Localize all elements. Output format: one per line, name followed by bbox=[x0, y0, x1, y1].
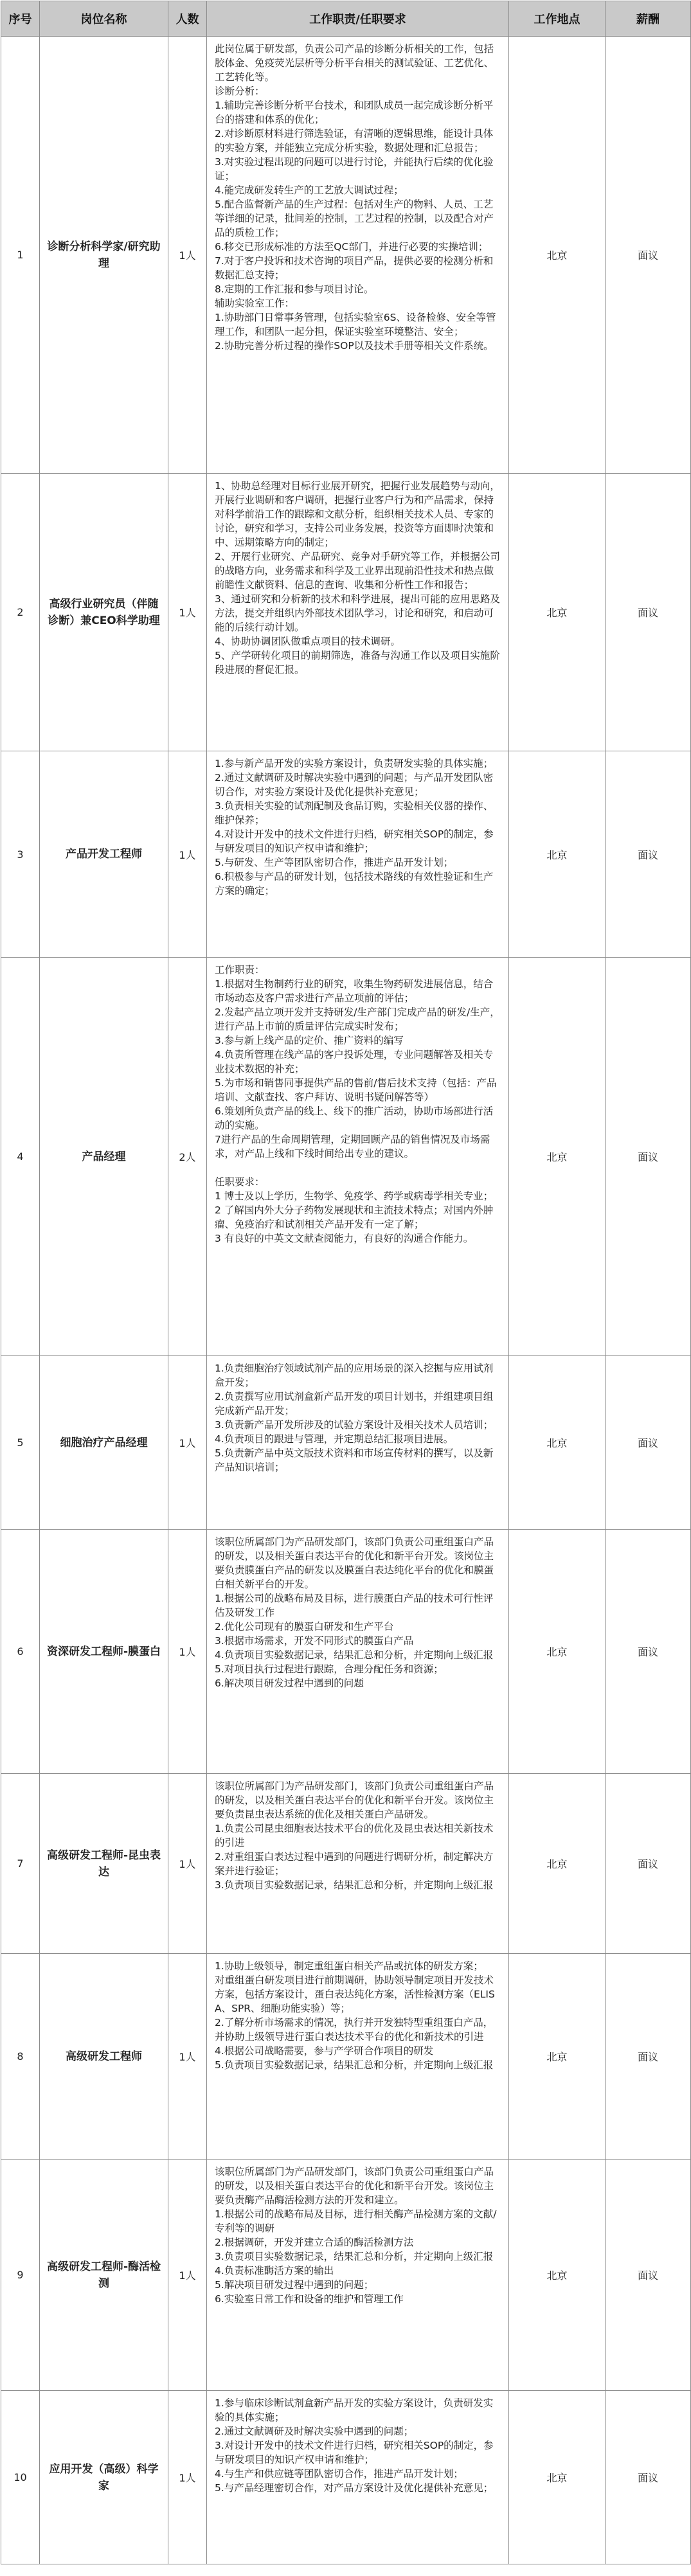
row-number: 9 bbox=[1, 2160, 40, 2391]
header-no: 序号 bbox=[1, 1, 40, 37]
job-table bbox=[1, 1, 691, 2564]
job-description: 1.参与临床诊断试剂盒新产品开发的实验方案设计，负责研发实验的具体实施； 2.通过文献调研及时解决实验中遇到的问题； 3.对设计开发中的技术文件进行归档，研究相关SOP的制定，参与研发项目的知识产权申请和维护； 4.与生产和供应链等团队密切合作，推进产品开发计划； 5.与产品经理密切合作，对产品方案设计及优化提供补充意见； bbox=[207, 2391, 509, 2564]
salary: 面议 bbox=[606, 958, 691, 1356]
headcount: 1人 bbox=[168, 1530, 207, 1774]
location: 北京 bbox=[509, 2391, 606, 2564]
table-row bbox=[1, 1954, 691, 2160]
headcount: 1人 bbox=[168, 1774, 207, 1954]
salary: 面议 bbox=[606, 37, 691, 474]
job-title: 资深研发工程师-膜蛋白 bbox=[40, 1530, 168, 1774]
header-salary: 薪酬 bbox=[606, 1, 691, 37]
location: 北京 bbox=[509, 1356, 606, 1530]
job-title: 高级研发工程师-酶活检测 bbox=[40, 2160, 168, 2391]
job-title: 细胞治疗产品经理 bbox=[40, 1356, 168, 1530]
row-number: 4 bbox=[1, 958, 40, 1356]
header-row bbox=[1, 1, 691, 37]
job-description: 1.负责细胞治疗领域试剂产品的应用场景的深入挖掘与应用试剂盒开发； 2.负责撰写应用试剂盒新产品开发的项目计划书，并组建项目组完成新产品开发； 3.负责新产品开发所涉及的试验方案设计及相关技术人员培训； 4.负责项目的跟进与管理，并定期总结汇报项目进展。 5.负责新产品中英文版技术资料和市场宣传材料的撰写，以及新产品知识培训； bbox=[207, 1356, 509, 1530]
job-description: 1.协助上级领导，制定重组蛋白相关产品或抗体的研发方案； 对重组蛋白研发项目进行前期调研，协助领导制定项目开发技术方案，包括方案设计，蛋白表达纯化方案，活性检测方案（ELISA、SPR、细胞功能实验）等； 2.了解分析市场需求的情况，执行并开发独特型重组蛋白产品，并协助上级领导进行蛋白表达技术平台的优化和新技术的引进 4.根据公司战略需要，参与产学研合作项目的研发 5.负责项目实验数据记录，结果汇总和分析，并定期向上级汇报 bbox=[207, 1954, 509, 2160]
headcount: 1人 bbox=[168, 1954, 207, 2160]
header-count: 人数 bbox=[168, 1, 207, 37]
job-description: 该职位所属部门为产品研发部门，该部门负责公司重组蛋白产品的研发，以及相关蛋白表达平台的优化和新平台开发。该岗位主要负责酶产品酶活检测方法的开发和建立。 1.根据公司的战略布局及目标，进行相关酶产品检测方案的文献/专利等的调研 2.根据调研，开发并建立合适的酶活检测方法 3.负责项目实验数据记录，结果汇总和分析，并定期向上级汇报 4.负责标准酶活方案的输出 5.解决项目研发过程中遇到的问题； 6.实验室日常工作和设备的维护和管理工作 bbox=[207, 2160, 509, 2391]
table-row bbox=[1, 751, 691, 958]
salary: 面议 bbox=[606, 2391, 691, 2564]
row-number: 10 bbox=[1, 2391, 40, 2564]
table-row bbox=[1, 37, 691, 474]
job-description: 1、协助总经理对目标行业展开研究，把握行业发展趋势与动向，开展行业调研和客户调研，把握行业客户行为和产品需求，保持对科学前沿工作的跟踪和文献分析，组织相关技术人员、专家的讨论，研究和学习，支持公司业务发展，投资等方面即时决策和中、远期策略方向的制定； 2、开展行业研究、产品研究、竞争对手研究等工作，并根据公司的战略方向，业务需求和科学及工业界出现前沿性技术和热点做前瞻性文献资料、信息的查询、收集和分析性工作和报告； 3、通过研究和分析新的技术和科学进展，提出可能的应用思路及方法，提交并组织内外部技术团队学习，讨论和研究，和启动可能的后续行动计划。 4、协助协调团队做重点项目的技术调研。 5、产学研转化项目的前期筛选，准备与沟通工作以及项目实施阶段进展的督促汇报。 bbox=[207, 474, 509, 751]
job-description: 1.参与新产品开发的实验方案设计，负责研发实验的具体实施； 2.通过文献调研及时解决实验中遇到的问题；与产品开发团队密切合作，对实验方案设计及优化提供补充意见； 3.负责相关实验的试剂配制及食品订购，实验相关仪器的操作、维护保养； 4.对设计开发中的技术文件进行归档，研究相关SOP的制定，参与研发项目的知识产权申请和维护； 5.与研发、生产等团队密切合作，推进产品开发计划； 6.积极参与产品的研发计划，包括技术路线的有效性验证和生产方案的确定； bbox=[207, 751, 509, 958]
table-row bbox=[1, 2391, 691, 2564]
job-title: 高级研发工程师 bbox=[40, 1954, 168, 2160]
headcount: 1人 bbox=[168, 751, 207, 958]
row-number: 1 bbox=[1, 37, 40, 474]
job-title: 产品开发工程师 bbox=[40, 751, 168, 958]
salary: 面议 bbox=[606, 1530, 691, 1774]
location: 北京 bbox=[509, 474, 606, 751]
location: 北京 bbox=[509, 37, 606, 474]
header-location: 工作地点 bbox=[509, 1, 606, 37]
salary: 面议 bbox=[606, 1774, 691, 1954]
salary: 面议 bbox=[606, 474, 691, 751]
headcount: 1人 bbox=[168, 2391, 207, 2564]
salary: 面议 bbox=[606, 1356, 691, 1530]
row-number: 5 bbox=[1, 1356, 40, 1530]
job-description: 该职位所属部门为产品研发部门，该部门负责公司重组蛋白产品的研发，以及相关蛋白表达平台的优化和新平台开发。该岗位主要负责昆虫表达系统的优化及相关蛋白产品研发。 1.负责公司昆虫细胞表达技术平台的优化及昆虫表达相关新技术的引进 2.对重组蛋白表达过程中遇到的问题进行调研分析，制定解决方案并进行验证； 3.负责项目实验数据记录，结果汇总和分析，并定期向上级汇报 bbox=[207, 1774, 509, 1954]
headcount: 1人 bbox=[168, 37, 207, 474]
row-number: 3 bbox=[1, 751, 40, 958]
location: 北京 bbox=[509, 1774, 606, 1954]
job-description: 工作职责： 1.根据对生物制药行业的研究，收集生物药研发进展信息，结合市场动态及客户需求进行产品立项前的评估； 2.发起产品立项开发并支持研发/生产部门完成产品的研发/生产，进行产品上市前的质量评估完成实时发布； 3.参与新上线产品的定价、推广资料的编写 4.负责所管理在线产品的客户投诉处理，专业问题解答及相关专业技术数据的补充； 5.为市场和销售同事提供产品的售前/售后技术支持（包括：产品培训、文献查找、客户拜访、说明书疑问解答等） 6.策划所负责产品的线上、线下的推广活动，协助市场部进行活动的实施。 7进行产品的生命周期管理，定期回顾产品的销售情况及市场需求，对产品上线和下线时间给出专业的建议。 任职要求： 1 博士及以上学历，生物学、免疫学、药学或病毒学相关专业； 2 了解国内外大分子药物发展现状和主流技术特点；对国内外肿瘤、免疫治疗和试剂相关产品开发有一定了解； 3 有良好的中英文文献查阅能力，有良好的沟通合作能力。 bbox=[207, 958, 509, 1356]
job-title: 高级研发工程师-昆虫表达 bbox=[40, 1774, 168, 1954]
row-number: 8 bbox=[1, 1954, 40, 2160]
job-title: 诊断分析科学家/研究助理 bbox=[40, 37, 168, 474]
location: 北京 bbox=[509, 958, 606, 1356]
location: 北京 bbox=[509, 2160, 606, 2391]
header-desc: 工作职责/任职要求 bbox=[207, 1, 509, 37]
header-title: 岗位名称 bbox=[40, 1, 168, 37]
table-row bbox=[1, 1356, 691, 1530]
headcount: 1人 bbox=[168, 474, 207, 751]
salary: 面议 bbox=[606, 1954, 691, 2160]
row-number: 2 bbox=[1, 474, 40, 751]
table-row bbox=[1, 1774, 691, 1954]
table-row bbox=[1, 1530, 691, 1774]
table-row bbox=[1, 958, 691, 1356]
job-title: 高级行业研究员（伴随诊断）兼CEO科学助理 bbox=[40, 474, 168, 751]
table-row bbox=[1, 2160, 691, 2391]
location: 北京 bbox=[509, 1954, 606, 2160]
job-description: 此岗位属于研发部，负责公司产品的诊断分析相关的工作，包括胶体金、免疫荧光层析等分析平台相关的测试验证、工艺优化、工艺转化等。 诊断分析： 1.辅助完善诊断分析平台技术，和团队成员一起完成诊断分析平台的搭建和体系的优化； 2.对诊断原材料进行筛选验证，有清晰的逻辑思维，能设计具体的实验方案，并能独立完成分析实验，数据处理和汇总报告； 3.对实验过程出现的问题可以进行讨论，并能执行后续的优化验证； 4.能完成研发转生产的工艺放大调试过程； 5.配合监督新产品的生产过程：包括对生产的物料、人员、工艺等详细的记录，批间差的控制，工艺过程的控制，以及配合对产品的质检工作； 6.移交已形成标准的方法至QC部门，并进行必要的实操培训； 7.对于客户投诉和技术咨询的项目产品，提供必要的检测分析和数据汇总支持； 8.定期的工作汇报和参与项目讨论。 辅助实验室工作： 1.协助部门日常事务管理，包括实验室6S、设备检修、安全等管理工作，和团队一起分担，保证实验室环境整洁、安全； 2.协助完善分析过程的操作SOP以及技术手册等相关文件系统。 bbox=[207, 37, 509, 474]
salary: 面议 bbox=[606, 751, 691, 958]
headcount: 2人 bbox=[168, 958, 207, 1356]
headcount: 1人 bbox=[168, 2160, 207, 2391]
job-description: 该职位所属部门为产品研发部门，该部门负责公司重组蛋白产品的研发，以及相关蛋白表达平台的优化和新平台开发。该岗位主要负责膜蛋白产品的研发以及膜蛋白表达纯化平台的优化和膜蛋白相关新平台的开发。 1.根据公司的战略布局及目标，进行膜蛋白产品的技术可行性评估及研发工作 2.优化公司现有的膜蛋白研发和生产平台 3.根据市场需求，开发不同形式的膜蛋白产品 4.负责项目实验数据记录，结果汇总和分析，并定期向上级汇报 5.对项目执行过程进行跟踪，合理分配任务和资源； 6.解决项目研发过程中遇到的问题 bbox=[207, 1530, 509, 1774]
row-number: 6 bbox=[1, 1530, 40, 1774]
job-title: 产品经理 bbox=[40, 958, 168, 1356]
table-row bbox=[1, 474, 691, 751]
location: 北京 bbox=[509, 751, 606, 958]
location: 北京 bbox=[509, 1530, 606, 1774]
job-title: 应用开发（高级）科学家 bbox=[40, 2391, 168, 2564]
headcount: 1人 bbox=[168, 1356, 207, 1530]
row-number: 7 bbox=[1, 1774, 40, 1954]
salary: 面议 bbox=[606, 2160, 691, 2391]
